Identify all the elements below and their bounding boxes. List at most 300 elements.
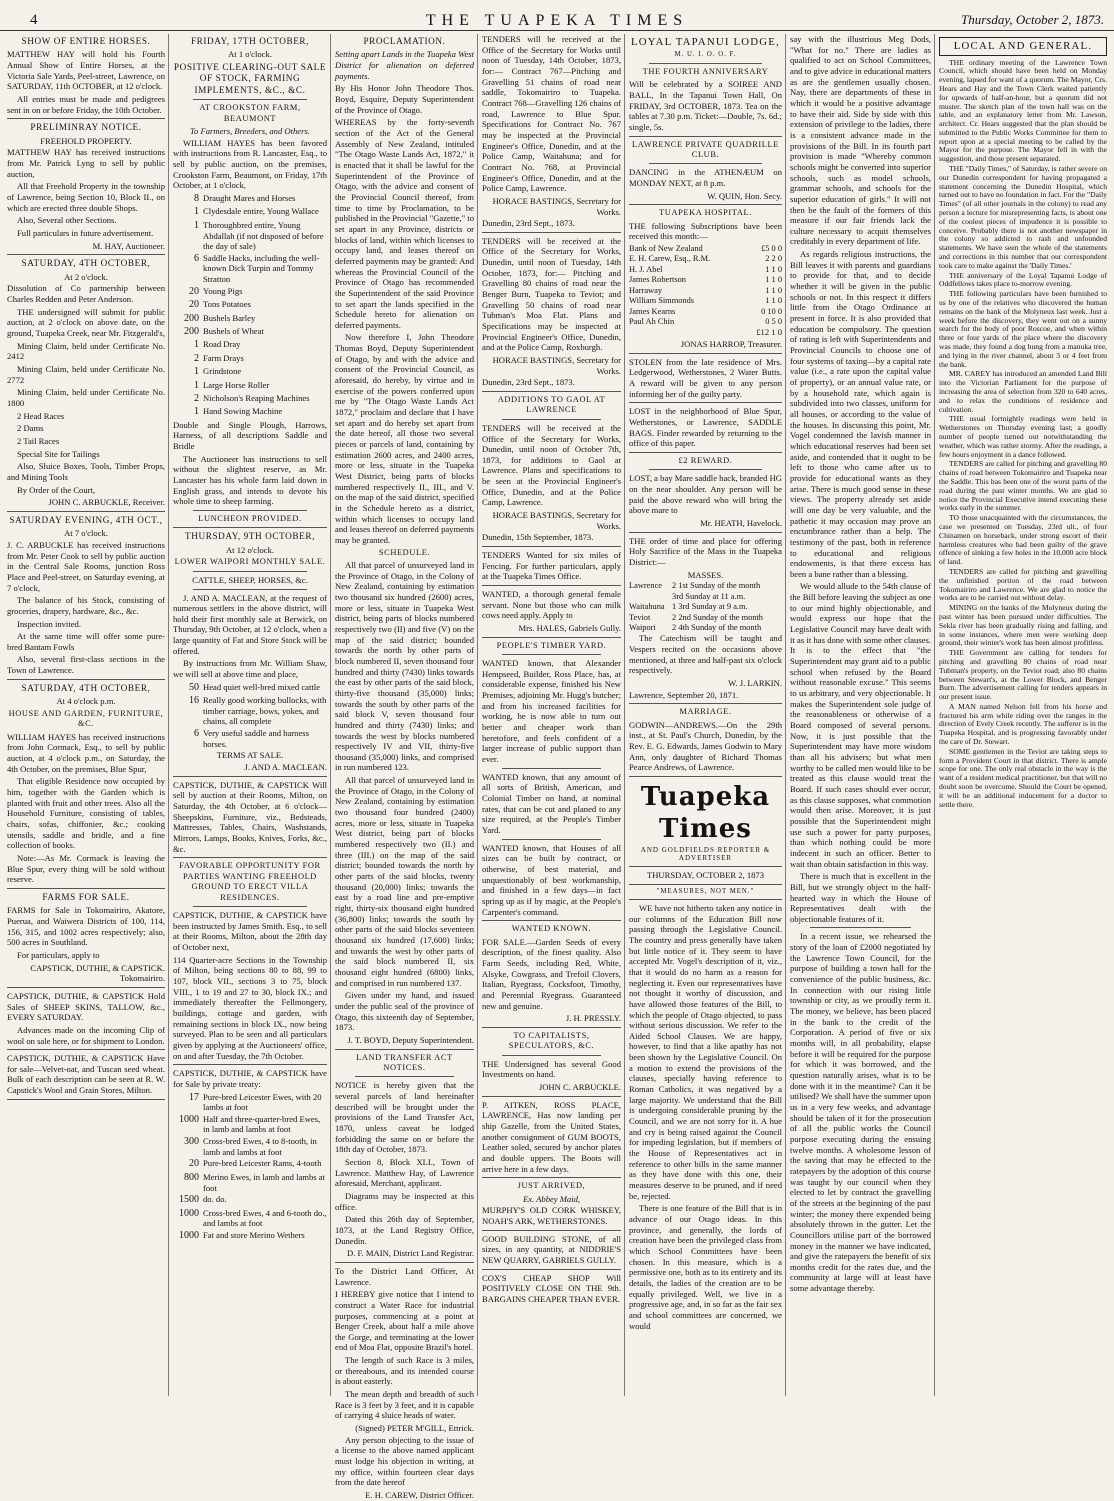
lot-quantity: 1000 — [179, 1207, 199, 1219]
notice-title: MARRIAGE. — [679, 707, 732, 717]
classified-ad — [7, 258, 165, 508]
ad-title: SATURDAY, 4TH OCTOBER, — [21, 258, 151, 269]
lot-item — [173, 406, 327, 418]
ad-paragraph: 2 Dams — [17, 423, 44, 434]
mass-row — [629, 623, 782, 633]
ad-sub: CATTLE, SHEEP, HORSES, &c. — [192, 574, 308, 585]
local-news-item: TENDERS are called for pitching and gravelling 80 chains of road between Tokomairiro and Tuapeka near the Saddle. This has been one of the worst parts of the road during the past winter months. We are glad to notice the Provincial Executive intend executing these works early in the summer. — [939, 459, 1107, 513]
lot-item — [173, 1194, 327, 1206]
mass-time: 3rd Sunday at 11 a.m. — [672, 591, 746, 601]
lot-description: Pure-bred Leicester Rams, 4-tooth — [203, 1158, 322, 1169]
servant-ad — [482, 589, 621, 634]
local-news — [939, 59, 1107, 810]
ad-heading: HOUSE AND GARDEN, FURNITURE, &C. — [8, 708, 164, 729]
ad-paragraph: Dissolution of Co partnership between Charles Redden and Peter Anderson. — [7, 283, 165, 305]
lot-item — [173, 695, 327, 727]
lot-description: Hand Sowing Machine — [203, 406, 283, 417]
ad-paragraph: The balance of his Stock, consisting of groceries, drapery, hardware, &c., &c. — [7, 595, 165, 616]
ad-body: STOLEN from the late residence of Mrs. Ledgerwood, Wetherstones, 2 Water Butts. A reward will be given to any person informing her of the guilty party. — [629, 356, 782, 399]
ad-signature: HORACE BASTINGS, Secretary for Works. — [492, 510, 621, 531]
capitalists-ad — [482, 1031, 621, 1093]
ad-body: P. AITKEN, ROSS PLACE, LAWRENCE, Has now landing per ship Gazelle, from the United States, another consignment of GUM BOOTS, Leather soled, secured by anchor plates and double uppers. The Boots will arrive here in a few days. — [482, 1099, 621, 1174]
column-6 — [787, 34, 935, 1396]
lot-description: Draught Mares and Horses — [203, 193, 296, 204]
lot-quantity: 1 — [194, 339, 199, 351]
lot-quantity: 2 — [194, 392, 199, 404]
subscriber-name: Bank of New Zealand — [629, 244, 703, 254]
lot-description: Bushels of Wheat — [203, 325, 264, 336]
ad-title: LOYAL TAPANUI LODGE, — [631, 36, 780, 48]
column-4 — [479, 34, 625, 1396]
notice-body: GODWIN—ANDREWS.—On the 29th inst., at St. Paul's Church, Dunedin, by the Rev. E. G. Edwards, James Godwin to Mary Ann, only daughter of Richard Thomas Pearce Andrews, of Lawrence. — [629, 719, 782, 773]
ad-sub: At 4 o'clock p.m. — [56, 696, 116, 707]
ad-paragraph: Mining Claim, held under Certificate No. 2412 — [7, 340, 165, 362]
flag-title: Tuapeka Times — [640, 782, 771, 845]
ad-paragraph: All that Freehold Property in the township of Lawrence, being Section 10, Block II., on which are erected three double Shops. — [7, 181, 165, 213]
lot-quantity: 1000 — [179, 1113, 199, 1125]
lot-quantity: 200 — [184, 312, 199, 324]
subscription-amount: 1 1 0 — [765, 285, 782, 295]
gaol-tender-ad — [482, 395, 621, 543]
notice-signature: D. F. MAIN, District Land Registrar. — [346, 1248, 474, 1259]
ad-divider — [7, 254, 165, 255]
water-race-notice — [335, 1266, 474, 1501]
ad-paragraph: 2 Tail Races — [17, 435, 60, 446]
ad-signature: M. HAY, Auctioneer. — [92, 240, 165, 251]
proclamation-title: PROCLAMATION. — [363, 36, 446, 46]
lot-item — [173, 313, 327, 325]
ad-sub: M. U. I. O. O. F. — [674, 51, 737, 59]
column-7 — [936, 34, 1110, 1396]
lot-item — [173, 326, 327, 338]
lot-description: Head quiet well-bred mixed cattle — [203, 681, 320, 692]
ad-paragraph: Note:—As Mr. Cormack is leaving the Blue Spur, every thing will be sold without reserve. — [7, 852, 165, 885]
lot-description: Clydesdale entire, Young Wallace — [203, 206, 319, 217]
ad-paragraph: That eligible Residence now occupied by him, together with the Garden which is planted with fruit and other trees. Also all the Household Furniture, consisting of tables, chairs, sofas, chiffonier, &c.; cooking utensils, saddle and bridle, and a fine collection of books. — [7, 776, 165, 851]
lot-item — [173, 286, 327, 298]
lot-quantity: 1 — [194, 219, 199, 231]
hospital-ad — [629, 208, 782, 349]
ad-paragraph: Mining Claim, held under Certificate No. 2772 — [7, 363, 165, 385]
issue-date: Thursday, October 2, 1873. — [961, 12, 1104, 27]
lot-quantity: 6 — [194, 728, 199, 740]
ad-body: COX'S CHEAP SHOP Will POSITIVELY CLOSE ON THE 9th. BARGAINS CHEAPER THAN EVER. — [482, 1272, 621, 1304]
column-2 — [170, 34, 331, 1396]
ad-title: SATURDAY, 4TH OCTOBER, — [21, 682, 151, 693]
ad-title: £2 REWARD. — [678, 455, 733, 465]
subscription-amount: 2 2 0 — [765, 254, 782, 264]
lot-item — [173, 1172, 327, 1193]
subscription-table — [629, 244, 782, 327]
ad-lot: 114 Quarter-acre Sections in the Township of Milton, being sections 80 to 88, 99 to 107, block VII., sections 3 to 75, block VIII., 1 to 19 and 27 to 30, block IX.; and immediately thereafter the Fellmongery, buildings, cottage and garden, with remaining sections in block IX., now being surveyed. Plan to be seen and all particulars given by applying at the Auctioneers' office, on and after Tuesday, the 7th October. — [173, 954, 327, 1061]
ad-note: The Auctioneer has instructions to sell without the slightest reserve, as Mr. Lancaster has his whole farm laid down in English grass, and intends to devote his whole time to sheep farming. — [173, 453, 327, 507]
masthead — [0, 0, 1114, 30]
lot-quantity: 1 — [194, 206, 199, 218]
schedule-p1: All that parcel of unsurveyed land in the Province of Otago, in the Colony of New Zealand, containing by estimation two thousand six hundred (2600) acres, more or less, situate in Tuapeka West district, being parts of blocks numbered respectively two (II) and five (V) on the map of the said district; bounded towards the north by other parts of block numbered II, seven thousand four hundred and thirty (7430) links towards the east by other parts of the said block, thirty-five thousand (35,000) links; towards the south by other parts of the said block V, seven thousand four hundred and thirty (7430) links; and towards the west by blocks numbered respectively IV and VII, thirty-five thousand (35,000) links, and comprised in run numbered 123. — [335, 560, 474, 773]
notice-p1: I HEREBY give notice that I intend to construct a Water Race for industrial purposes, commencing at a point at Benger Creek, about half a mile above the Gorge, and terminating at the lower end of Moa Flat, opposite Brazil's hotel. — [335, 1289, 474, 1353]
lot-list — [173, 1092, 327, 1243]
schedule-p3: Given under my hand, and issued under the public seal of the province of Otago, this sixteenth day of September, 1873. — [335, 990, 474, 1033]
notice-p3: Diagrams may be inspected at this office. — [335, 1190, 474, 1212]
ad-signature: JONAS HARROP, Treasurer. — [680, 339, 782, 350]
land-transfer-notice — [335, 1053, 474, 1259]
crookston-sale-ad — [173, 36, 327, 524]
ad-paragraph: Also, Sluice Boxes, Tools, Timber Props, and Mining Tools — [7, 461, 165, 482]
subscriber-name: Harraway — [629, 285, 663, 295]
editorial-p2: There is one feature of the Bill that is in advance of our Otago ideas. In this province, and generally, the lords of creation have been the privileged class from which School Committees have been chosen. In this measure, which is a permissive one, both as to its entirety and its details, the ladies of the creation are to be equally privileged. Well, we live in a progressive age, and, in so far as the fair sex and school committees are concerned, we would — [629, 1203, 782, 1331]
notice-p1: NOTICE is hereby given that the several parcels of land hereinafter described will be brought under the provisions of the Land Transfer Act, 1870, unless caveat be lodged forbidding the same on or before the 18th day of October, 1873. — [335, 1080, 474, 1155]
villa-sites-ad — [173, 861, 327, 1061]
proclamation-p1: WHEREAS by the forty-seventh section of the Act of the General Assembly of New Zealand, intituled "The Otago Waste Lands Act, 1872," it is enacted that it shall be lawful for the Superintendent of the Province of Otago, with the advice and consent of the Provincial Council thereof, from time to time by Proclamation, to be published in the Provincial "Gazette," to set apart in any Province, districts or blocks of land, within which licenses to occupy land, and leases thereof on deferred payments may be granted: And whereas the Provincial Council of the Province of Otago has recommended the Superintendent of the said Province to set apart the lands specified in the Schedule hereto for alienation on deferred payments. — [335, 117, 474, 330]
notice-p4: Dated this 26th day of September, 1873, at the Land Registry Office, Dunedin. — [335, 1214, 474, 1246]
ad-paragraph: For particulars, apply to — [17, 949, 100, 960]
ad-title: POSITIVE CLEARING-OUT SALE OF STOCK, FARMING IMPLEMENTS, &C., &C. — [173, 62, 327, 95]
subscription-row — [629, 244, 782, 254]
lot-quantity: 20 — [189, 299, 199, 311]
lot-item — [173, 393, 327, 405]
ad-body: DANCING in the ATHENÆUM on MONDAY NEXT, at 8 p.m. — [629, 167, 782, 188]
editorial-p7: In a recent issue, we rehearsed the story of the loan of £2000 negotiated by the Lawrence Town Council, for the purpose of building a town hall for the convenience of the public business, &c. In connection with our rising little township or city, as we proudly term it. The money, we believe, has been placed in the bank to the credit of the Corporation. A period of five or six months will, in all probability, elapse before it will be required for the purpose for which it was borrowed, and the question naturally arises, what is to be done with it in the meantime? Can it be utilised? We shall have the summer upon us in a very few weeks, and advantage should be taken of it for the prosecution of all the public works the Council purpose executing during the ensuing twelve months. A wholesome lesson of the saving that may be effected to the ratepayers by the adoption of this course was taught by our council when they elected to let by contract the gravelling of the streets at the beginning of the past winter; the money there expended being absolutely thrown in the gutter. Let the Councillors utilise part of the borrowed money in the manner we have indicated, and give the ratepayers the benefit of six months credit for the rates due, and the community at large will at least have some advantage thereby. — [790, 931, 931, 1294]
mass-table — [629, 581, 782, 633]
lot-description: Grindstone — [203, 366, 242, 377]
ad-paragraph: CAPSTICK, DUTHIE, & CAPSTICK Hold Sales of SHEEP SKINS, TALLOW, &c., EVERY SATURDAY. — [7, 990, 165, 1023]
lot-item — [173, 299, 327, 311]
ad-foot: The Catechism will be taught and Vespers recited on the occasions above mentioned, at three and half-past six o'clock respectively. — [629, 633, 782, 676]
ad-signature: CAPSTICK, DUTHIE, & CAPSTICK. Tokomairiro. — [30, 962, 165, 984]
lot-description: Saddle Hacks, including the well-known Dick Turpin and Tommy Stratton — [203, 252, 320, 285]
local-news-item: THE ordinary meeting of the Lawrence Town Council, which should have been held on Monday evening, lapsed for want of a quorum. The Mayor, Crs. Hears and Hay and the Town Clerk waited patiently for upwards of half-an-hour, but a quorum did not muster. The sketch plan of the town hall was on the table, and an explanatory letter from Mr. Lawson, architect. Cr. Hears suggested that the plan should be submitted to the Public Works Committee for them to report upon at a special meeting to be called by the Mayor for the purpose. The Mayor fell in with the suggestion, and those present separated. — [939, 57, 1107, 164]
subscription-row — [629, 254, 782, 264]
private-treaty-ad — [173, 1068, 327, 1242]
quarry-ad — [482, 1234, 621, 1266]
ad-signature: W. QUIN, Hon. Secy. — [707, 190, 782, 201]
notice-p2: The length of such Race is 3 miles, or thereabouts, and its intended course is about easterly. — [335, 1355, 474, 1387]
notice-p3: The mean depth and breadth of such Race is 3 feet by 3 feet, and it is capable of carrying 4 sluice heads of water. — [335, 1389, 474, 1421]
lot-quantity: 16 — [189, 695, 199, 707]
lot-item — [173, 1136, 327, 1157]
reward-ad — [629, 456, 782, 529]
lot-description: Half and three-quarter-bred Ewes, in lamb and lambs at foot — [203, 1113, 321, 1135]
ad-more: Double and Single Plough, Harrows, Harness, of all descriptions Saddle and Bridle — [173, 419, 327, 451]
ad-place: AT CROOKSTON FARM, BEAUMONT — [199, 103, 301, 123]
subscription-row — [629, 275, 782, 285]
ad-by: By instructions from Mr. William Shaw, we will sell at above time and place, — [173, 658, 327, 680]
ad-title: LAWRENCE PRIVATE QUADRILLE CLUB. — [632, 139, 779, 159]
local-general-title: LOCAL AND GENERAL. — [939, 37, 1107, 56]
subscription-row — [629, 307, 782, 317]
masthead-rule — [0, 30, 1114, 31]
mass-time: 2 1st Sunday of the month — [672, 581, 761, 591]
ad-paragraph: By Order of the Court, — [17, 484, 96, 495]
ad-date: Dunedin, 15th September, 1873. — [482, 532, 594, 543]
lot-description: Road Dray — [203, 339, 241, 350]
tender-ad — [482, 34, 621, 229]
subscription-amount: 1 1 0 — [765, 296, 782, 306]
proclamation — [335, 36, 474, 1046]
lot-item — [173, 1208, 327, 1229]
ad-body: MURPHY'S OLD CORK WHISKEY, NOAH'S ARK, WETHERSTONES. — [482, 1205, 621, 1226]
mass-row — [629, 602, 782, 612]
notice-signature: E. H. CAREW, District Officer. — [365, 1490, 474, 1501]
lot-description: Cross-bred Ewes, 4 and 6-tooth do., and lambs at foot — [203, 1207, 327, 1229]
mass-row — [629, 613, 782, 623]
local-news-item: THE following particulars have been furnished to us by one of the relatives who discovered the human remains on the bank of the Molyneux last week. Just a week before the discovery, they went out on a sunny search for the body of poor Roscoe, and when within three or four yards of the place where the discovery was made, they found a dog hung from a manuka tree, and lying in the river channel, about 3 or 4 feet from the bank. — [939, 289, 1107, 369]
mass-place: Waitahuna — [629, 602, 665, 612]
ad-paragraph: J. C. ARBUCKLE has received instructions from Mr. Peter Cook to sell by public auction in the Central Sale Rooms, junction Ross Place and Peel-street, on Saturday evening, at 7 o'clock, — [7, 539, 165, 593]
subscription-row — [629, 286, 782, 296]
notice-to: To the District Land Officer, At Lawrence. — [335, 1265, 474, 1287]
ad-time: At 1 o'clock. — [228, 49, 272, 60]
ad-title: PEOPLE'S TIMBER YARD. — [496, 640, 607, 650]
column-5 — [626, 34, 786, 1396]
ad-terms: TERMS AT SALE. — [216, 750, 284, 761]
lot-quantity: 8 — [194, 193, 199, 205]
lot-quantity: 1 — [194, 379, 199, 391]
lot-item — [173, 1114, 327, 1135]
schedule-title: SCHEDULE. — [378, 547, 431, 557]
ad-paragraph: Also, Several other Sections. — [17, 215, 117, 226]
mass-place: Lawrence — [629, 581, 663, 591]
lot-list — [173, 682, 327, 750]
ad-signature: HORACE BASTINGS, Secretary for Works. — [492, 195, 621, 217]
page-number: 4 — [30, 12, 38, 28]
editorial-p3: say with the illustrious Meg Dods, "What for no." There are ladies as qualified to act on School Committees, and to give advice in educational matters as are the gentlemen usually chosen. Nay, there are departments of these in which it would be a positive advantage to have their aid. Side by side with this extension of privilege to the ladies, there is a consistent advance made in the provisions of the Bill. In its fourth part provision is made "Whereby common schools might be converted into superior schools, such as model schools, grammar schools, and schools for the superior education of girls." It will not then be the fault of the formers of this measure if our fair friends lack the culture necessary to acquit themselves creditably in every department of life. — [790, 34, 931, 247]
ad-paragraph: MATTHEW HAY has received instructions from Mr. Patrick Lyng to sell by public auction, — [7, 147, 165, 179]
editorial-continued — [790, 34, 931, 1294]
editorial-p4: As regards religious instructions, the Bill leaves it with parents and guardians to provide for that, and to decide whether it will be given in the public schools or not. In this respect it differs little from the Otago Ordinance at present in force. It is also provided that education be compulsory. The question of rating is left with Superintendents and Provincial Councils to choose one of four systems of taxing—by a capital rate value (i.e., a rate upon the capital value of property), or an annual value rate, or by a household rate, which again is subdivided into two classes, uniform for all houses, or according to the value of the houses. In discussing this point, Mr. Vogel condemned the lavish manner in which educational reserves had been set aside, and contended that it ought to be left to those who came after us to provide for educational wants as they arise. There is much good sense in these views. The property already set aside will one day be very valuable, and the pathetic it may occasion may prove an encumbrance rather than a help. The testimony of the past, both in reference to educational and religious endowments, is that there excess has been a bane rather than a blessing. — [790, 249, 931, 579]
mass-place: Waipori — [629, 623, 656, 632]
lot-description: Large Horse Roller — [203, 379, 270, 390]
tender-ad — [482, 236, 621, 388]
quadrille-ad — [629, 140, 782, 202]
lot-item — [173, 682, 327, 694]
lot-quantity: 1 — [194, 406, 199, 418]
editorial — [629, 903, 782, 1331]
lot-item — [173, 353, 327, 365]
subscriber-name: H. J. Abel — [629, 264, 663, 274]
lot-item — [173, 380, 327, 392]
local-news-item: THE "Daily Times," of Saturday, is rather severe on our Dunedin correspondent for having propagated a statement concerning the Dunedin Hospital, which turned out to have no foundation in fact. For the "Daily Times" (of all other journals in the colony) to read any person a lecture for misrepresenting facts, is about one of the coolest pieces of impudence it is possible to conceive. Probably there is not another newspaper in the colony so addicted to rash and unfounded statements. We have seen the whole of the statements and corrections in this number that our correspondent took care to make against the 'Daily Times.' — [939, 164, 1107, 270]
subscription-row — [629, 265, 782, 275]
seeds-ad — [482, 924, 621, 1024]
local-news-item: A MAN named Nelson fell from his horse and fractured his arm while riding over the ranges in the direction of Evely Creek recently. The sufferer is in the Tuapeka Hospital, and is progressing favorably under the care of Dr. Stewart. — [939, 701, 1107, 747]
subscription-row — [629, 317, 782, 327]
subscription-amount: £5 0 0 — [761, 244, 782, 254]
lot-description: Merino Ewes, in lamb and lambs at foot — [203, 1171, 325, 1193]
lot-list — [173, 193, 327, 419]
subscription-amount: 1 1 0 — [765, 275, 782, 285]
ad-paragraph: MATTHEW HAY will hold his Fourth Annual Show of Entire Horses, at the Victoria Sale Yards, Peel-street, Lawrence, on SATURDAY, 11th OCTOBER, at 12 o'clock. — [7, 49, 165, 92]
subscriber-name: James Robertson — [629, 275, 686, 285]
ad-title: JUST ARRIVED, — [517, 1181, 586, 1191]
local-news-item: MINING on the banks of the Molyneux during the past winter has been pursued under difficulties. The Sekla river has been gradually rising and falling, and in some instances, where men were working deep ground, their winter's work has been almost profitless. — [939, 603, 1107, 648]
milton-rooms-ad — [173, 780, 327, 855]
ad-paragraph: Advances made on the incoming Clip of wool on sale here, or for shipment to London. — [7, 1024, 165, 1046]
ad-sub: Ex. Abbey Maid, — [522, 1193, 581, 1204]
lot-item — [173, 366, 327, 378]
lodge-ad — [629, 36, 782, 133]
ad-title: WANTED KNOWN. — [511, 924, 592, 934]
ad-paragraph: Also, several first-class sections in the Town of Lawrence. — [7, 654, 165, 676]
ad-body: J. AND A. MACLEAN, at the request of numerous settlers in the above district, will hold their first monthly sale at Berwick, on Thursday, 9th October, at 12 o'clock, when a large quantity of Fat and Store Stock will be offered. — [173, 592, 327, 656]
ad-title: LOWER WAIPORI MONTHLY SALE. — [174, 557, 326, 567]
ad-divider — [7, 1049, 165, 1050]
lot-description: Pure-bred Leicester Ewes, with 20 lambs at foot — [203, 1091, 322, 1113]
ad-body: THE Undersigned has several Good Investments on hand. — [482, 1058, 621, 1080]
subscription-amount: 1 1 0 — [765, 264, 782, 274]
lot-item — [173, 1158, 327, 1170]
ad-paragraph: Inspection invited. — [17, 618, 81, 629]
lot-quantity: 50 — [189, 681, 199, 693]
ad-title: SHOW OF ENTIRE HORSES. — [21, 36, 151, 46]
proclamation-by: By His Honor John Theodore Thos. Boyd, Esquire, Deputy Superintendent of the Province of Otago. — [335, 83, 474, 115]
flag-subtitle: AND GOLDFIELDS REPORTER & ADVERTISER — [640, 845, 771, 863]
classified-ad — [7, 1053, 165, 1096]
ad-heading: THE FOURTH ANNIVERSARY — [642, 66, 769, 76]
lot-quantity: 17 — [189, 1091, 199, 1103]
ad-lunch: LUNCHEON PROVIDED. — [198, 513, 302, 523]
ad-divider — [7, 511, 165, 512]
ad-date: Dunedin, 23rd Sept., 1873. — [482, 377, 575, 388]
ad-paragraph: THE undersigned will submit for public auction, at 2 o'clock on above date, on the ground, Tuapeka Creek, near Mr. Fitzgerald's, — [7, 306, 165, 338]
notice-p4: Any person objecting to the issue of a license to the above named applicant must lodge his objection in writing, at my office, within fourteen clear days from the date hereof — [335, 1434, 474, 1488]
ad-divider — [7, 679, 165, 680]
lot-quantity: 6 — [194, 252, 199, 264]
ad-heading: MASSES. — [687, 569, 724, 580]
lot-item — [173, 728, 327, 749]
gum-boots-ad — [482, 1100, 621, 1175]
ad-heading: FRIDAY, 17TH OCTOBER, — [190, 36, 310, 46]
marriage-notice — [629, 707, 782, 773]
newspaper-flag — [629, 781, 782, 900]
lost-ad — [629, 406, 782, 449]
ad-paragraph: WILLIAM HAYES has received instructions from John Cormack, Esq., to sell by public auction, at 4 o'clock p.m., on Saturday, the 4th October, on the premises, Blue Spur, — [7, 731, 165, 774]
ad-signature: J. AND A. MACLEAN. — [244, 762, 327, 773]
ad-divider — [7, 888, 165, 889]
editorial-p6: There is much that is excellent in the Bill, but we strongly object to the half-hearted way in which the House of Representatives dealt with the objectionable features of it. — [790, 871, 931, 924]
ad-body: TENDERS will be received at the Office of the Secretary for Works until noon of Tuesday, 14th October, 1873, for:— Contract 767—Pitching and Gravelling 51 chains of road near saddle, Tokomairiro to Tuapeka. Contract 768—Gravelling 126 chains of road, Lawrence to Blue Spur. Specifications for Contract No. 767 may be inspected at the Provincial Engineer's Office, Dunedin, and at the Police Camp, Waitahuna; and for Contract No. 768, at Provincial Engineer's Office, Dunedin, and at the Police Camp, Lawrence. — [482, 34, 621, 194]
stolen-ad — [629, 357, 782, 400]
flag-date: THURSDAY, OCTOBER 2, 1873 — [646, 869, 765, 880]
lot-description: Really good working bullocks, with timber carriage, bows, yokes, and chains, all complete — [203, 695, 327, 727]
ad-signature: Mr. HEATH, Havelock. — [700, 518, 782, 529]
mass-place: Teviot — [629, 612, 651, 622]
lot-quantity: 1 — [194, 366, 199, 378]
ad-body: WILLIAM HAYES has been favored with instructions from R. Lancaster, Esq., to sell by public auction, on the premises, Crookston Farm, Beaumont, on Friday, 17th October, at 1 o'clock, — [173, 137, 327, 191]
ad-title: PRELIMINRAY NOTICE. — [30, 122, 142, 133]
ad-to: To Farmers, Breeders, and Others. — [190, 126, 310, 137]
local-news-item: THE anniversary of the Loyal Tapanui Lodge of Oddfellows takes place to-morrow evening. — [939, 270, 1107, 289]
cox-shop-ad — [482, 1273, 621, 1305]
ad-signature: HORACE BASTINGS, Secretary for Works. — [492, 355, 621, 376]
ad-sub: FREEHOLD PROPERTY. — [40, 135, 132, 146]
lot-quantity: 20 — [189, 1158, 199, 1170]
ad-paragraph: Special Site for Tailings — [17, 448, 100, 459]
ad-title: ADDITIONS TO GAOL AT LAWRENCE — [497, 395, 606, 415]
lot-quantity: 20 — [189, 285, 199, 297]
ad-date: Lawrence, September 20, 1871. — [629, 689, 739, 700]
subscription-amount: 0 5 0 — [765, 317, 782, 326]
lot-description: Bushels Barley — [203, 312, 256, 323]
lot-description: Farm Drays — [203, 352, 244, 363]
ad-body: FOR SALE.—Garden Seeds of every description, of the finest quality. Also Farm Seeds, including Red, White, Alsyke, Cowgrass, and Trefoil Clovers, Italian, Ryegrass, Cocksfoot, Timothy, and Perennial Ryegrass. Guaranteed new and genuine. — [482, 936, 621, 1011]
ad-body: LOST in the neighborhood of Blue Spur, Wetherstones, or Lawrence, SADDLE BAGS. Finder rewarded by returning to the office of this paper. — [629, 406, 782, 449]
local-news-item: THE usual fortnightly readings were held in Wetherstones on Thursday evening last; a goodly number of people turned out notwithstanding the weather, which was rather stormy. After the readings, a few hours enjoyment in a dance followed. — [939, 414, 1107, 459]
ad-title: FARMS FOR SALE. — [42, 891, 130, 902]
schedule-signature: J. T. BOYD, Deputy Superintendent. — [347, 1034, 474, 1045]
editorial-p5: We would allude to the 54th clause of the Bill before leaving the subject as one to our mind highly objectionable, and would express our hope that the Legislative Council may have dealt with it as it has done with some other clauses. It is to the effect that "the Superintendent may grant aid to a public school when refused by the Board without reasonable excuse." This seems to us arbitrary, and very objectionable. It makes the Superintendent sole judge of the reasonableness or otherwise of a Board composed of several persons. Now, it is just possible that the Superintendent may have more wisdom than all his advisers; but what men worthy to be called men would like to be treated as this clause would treat the Board. If such cases should ever occur, as this clause supposes, what commotion would then arise. Moreover, it is just possible that the Superintendent might use such a power for party purposes, than which nothing could be more indecent in such an officer. Better to wait than obtain satisfaction in this way. — [790, 581, 931, 869]
classified-ad — [7, 36, 165, 115]
local-news-item: SOME gentlemen in the Teviot are taking steps to form a Provident Court in that district. There is ample scope for one. The only real obstacle in the way is the want of a resident medical practitioner, but that will no doubt soon be overcome. Should the Court be opened, it will be an additional inducement for a doctor to settle there. — [939, 746, 1107, 809]
local-news-item: TO those unacquainted with the circumstances, the case we presented on Tuesday, 23rd ult., of four Chinamen on horseback, under strong escort of their harmless creatures who had been guilty of the grave offence of sinking a few holes in the 10,000 acre block of land. — [939, 513, 1107, 567]
ad-intro: THE order of time and place for offering Holy Sacrifice of the Mass in the Tuapeka District:— — [629, 535, 782, 567]
ad-paragraph: At the same time will offer some pure-bred Bantam Fowls — [7, 631, 165, 652]
ad-body: CAPSTICK, DUTHIE, & CAPSTICK have for Sale by private treaty: — [173, 1068, 327, 1089]
mass-row — [629, 592, 782, 602]
ad-signature: JOHN C. ARBUCKLE, Receiver. — [48, 497, 165, 508]
lot-quantity: 200 — [184, 325, 199, 337]
lot-quantity: 1000 — [179, 1229, 199, 1241]
lot-quantity: 1500 — [179, 1194, 199, 1206]
lot-description: Nicholson's Reaping Machines — [203, 392, 310, 403]
ad-body: WANTED known, that any amount of all sorts of British, American, and Colonial Timber on hand, at nominal rates, that can be cut and planed to any size required, at the People's Timber Yard. — [482, 771, 621, 835]
mass-time: 1 3rd Sunday at 9 a.m. — [672, 602, 748, 612]
mass-schedule — [629, 536, 782, 701]
ad-paragraph: FARMS for Sale in Tokomairiro, Akatore, Puerua, and Waiwera Districts of 100, 114, 156, 315, and 1002 acres respectively; also, 500 acres in Southland. — [7, 905, 165, 948]
ad-divider — [7, 1099, 165, 1100]
lot-quantity: 800 — [184, 1171, 199, 1183]
local-news-item: MR. CAREY has introduced an amended Land Bill into the Victorian Parliament for the purpose of increasing the area of selection from 320 to 640 acres, and to relax the conditions of residence and cultivation. — [939, 369, 1107, 414]
ad-body: GOOD BUILDING STONE, of all sizes, in any quantity, at NIDDRIE'S NEW QUARRY, GABRIELS GULLY. — [482, 1233, 621, 1265]
ad-heading: THURSDAY, 9TH OCTOBER, — [185, 531, 315, 542]
proclamation-sub: Setting apart Lands in the Tuapeka West District for alienation on deferred payments. — [335, 49, 474, 81]
whiskey-ad — [482, 1181, 621, 1226]
lot-item — [173, 1092, 327, 1113]
ad-title: TUAPEKA HOSPITAL. — [659, 208, 752, 218]
ad-body: TENDERS will be received at the Office of the Secretary for Works, Dunedin, until noon of October 7th, 1873, for additions to Gaol at Lawrence. Plans and specifications to be seen at the Provincial Engineer's Office, Dunedin, and at the Police Camp, Lawrence. — [482, 422, 621, 508]
ad-title: TO CAPITALISTS, SPECULATORS, &C. — [508, 1030, 595, 1051]
lot-item — [173, 206, 327, 218]
ad-title: SATURDAY EVENING, 4TH OCT., — [9, 514, 163, 525]
classified-ad — [7, 122, 165, 251]
lot-item — [173, 220, 327, 252]
subscriber-name: James Kearns — [629, 306, 676, 316]
ad-body: CAPSTICK, DUTHIE, & CAPSTICK have been instructed by James Smith. Esq., to sell at their Rooms, Milton, about the 28th day of October next, — [173, 910, 327, 952]
ad-signature: Mrs. HALES, Gabriels Gully. — [518, 623, 621, 633]
ad-sub: At 2 o'clock. — [64, 271, 108, 282]
mass-time: 2 2nd Sunday of the month — [672, 612, 763, 622]
notice-p2: Section 8, Block XLI., Town of Lawrence. Matthew Hay, of Lawrence aforesaid, Merchant, applicant. — [335, 1156, 474, 1189]
lot-description: Fat and store Merino Wethers — [203, 1229, 305, 1240]
ad-body: LOST, a bay Mare saddle hack, branded HG on the near shoulder. Any person will be paid the above reward who will bring the above mare to — [629, 473, 782, 516]
local-news-item: TENDERS are called for pitching and gravelling the unfinished portion of the road between Tokomairiro and Lawrence. We are glad to notice the works are to be carried out without delay. — [939, 566, 1107, 603]
ad-signature: J. H. PRESSLY. — [565, 1013, 621, 1024]
paper-title: THE TUAPEKA TIMES — [425, 12, 689, 29]
mass-row — [629, 581, 782, 591]
ad-signature: W. J. LARKIN. — [728, 678, 782, 689]
ad-title: FAVORABLE OPPORTUNITY FOR PARTIES WANTING FREEHOLD GROUND TO ERECT VILLA RESIDENCES. — [179, 861, 321, 902]
column-1 — [4, 34, 169, 1396]
classified-ad — [7, 683, 165, 885]
lot-item — [173, 339, 327, 351]
subscription-row — [629, 296, 782, 306]
waipori-sale-ad — [173, 531, 327, 772]
proclamation-p2: Now therefore I, John Theodore Thomas Boyd, Deputy Superintendent of Otago, by and with the advice and consent of the Provincial Council, as aforesaid, do hereby, by virtue and in exercise of the powers conferred upon me by "The Otago Waste Lands Act 1872," proclaim and declare that I have set apart and do hereby set apart from the date hereof, all those two several pieces or parcels of land, containing by estimation 2600 acres, and 2400 acres, more or less, situate in the Tuapeka West District, being parts of blocks numbered respectively II., III., and V. on the map of the said district, specified in the Schedule hereto as a district, within which licenses to occupy land and leases thereof on deferred payments may be granted. — [335, 332, 474, 545]
ad-body: TENDERS will be received at the Office of the Secretary for Works, Dunedin, until noon of Tuesday, 14th October, 1873, for:— Pitching and Gravelling 80 chains of road near the Benger Burn, Tuapeka to Teviot; and Gravelling 50 chains of road near Tubman's Moa Flat. Plans and Specifications may be inspected at Provincial Engineer's Office, Dunedin, and at the Police Camp, Roxburgh. — [482, 235, 621, 353]
subscription-amount: 0 10 0 — [761, 306, 782, 316]
local-news-item: THE Government are calling for tenders for pitching and gravelling 80 chains of road near Tubman's property, on the Teviot road; also 80 chains between Stewart's, at the Lower Block, and Benger Burn. The advertisement calling for tenders appears in our present issue. — [939, 648, 1107, 702]
ad-date: Dunedin, 23rd Sept., 1873. — [482, 218, 575, 229]
